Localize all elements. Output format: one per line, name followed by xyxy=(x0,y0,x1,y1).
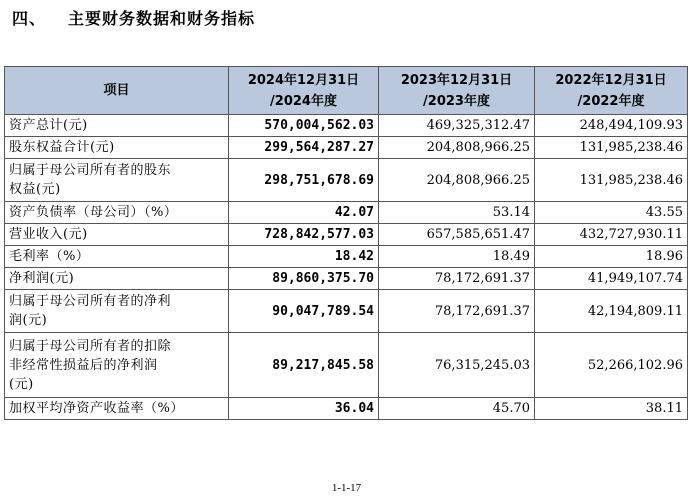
row-label-line: 非经常性损益后的净利润 xyxy=(9,357,158,373)
section-number: 四、 xyxy=(12,9,47,28)
table-row xyxy=(5,398,688,420)
section-heading xyxy=(12,6,255,29)
value-2023: 53.14 xyxy=(379,202,535,224)
header-2022-date: 2022年12月31日 xyxy=(555,72,667,88)
header-2024-year: /2024年度 xyxy=(270,93,337,109)
value-2024: 36.04 xyxy=(229,398,379,420)
value-2022: 43.55 xyxy=(535,202,688,224)
table-header-row xyxy=(5,67,688,115)
value-2022: 41,949,107.74 xyxy=(535,268,688,290)
row-label: 资产负债率（母公司）（%） xyxy=(5,202,229,224)
header-2023-date: 2023年12月31日 xyxy=(400,72,513,88)
value-2023: 45.70 xyxy=(379,398,535,420)
table-row xyxy=(5,202,688,224)
value-2023: 18.49 xyxy=(379,246,535,268)
value-2023: 76,315,245.03 xyxy=(379,333,535,398)
table-row xyxy=(5,159,688,202)
value-2024: 89,217,845.58 xyxy=(229,333,379,398)
header-2023 xyxy=(379,67,535,115)
header-2023-year: /2023年度 xyxy=(423,93,490,109)
header-2022 xyxy=(535,67,688,115)
value-2024: 299,564,287.27 xyxy=(229,137,379,159)
table-row xyxy=(5,115,688,137)
value-2022: 52,266,102.96 xyxy=(535,333,688,398)
value-2023: 78,172,691.37 xyxy=(379,268,535,290)
header-2022-year: /2022年度 xyxy=(577,93,645,109)
page-number: 1-1-17 xyxy=(331,482,362,494)
value-2024: 90,047,789.54 xyxy=(229,290,379,333)
row-label: 资产总计(元) xyxy=(5,115,229,137)
table-row xyxy=(5,246,688,268)
table-row xyxy=(5,268,688,290)
value-2022: 18.96 xyxy=(535,246,688,268)
value-2022: 131,985,238.46 xyxy=(535,159,688,202)
value-2022: 131,985,238.46 xyxy=(535,137,688,159)
row-label-line: 权益(元) xyxy=(9,182,61,197)
row-label: 毛利率（%） xyxy=(5,246,229,268)
row-label-line: (元) xyxy=(9,376,34,392)
row-label xyxy=(5,290,229,333)
row-label-line: 润(元) xyxy=(9,313,48,328)
row-label xyxy=(5,159,229,202)
value-2022: 42,194,809.11 xyxy=(535,290,688,333)
value-2023: 657,585,651.47 xyxy=(379,224,535,246)
row-label: 净利润(元) xyxy=(5,268,229,290)
value-2024: 42.07 xyxy=(229,202,379,224)
value-2024: 18.42 xyxy=(229,246,379,268)
section-title: 主要财务数据和财务指标 xyxy=(68,9,256,28)
row-label: 股东权益合计(元) xyxy=(5,137,229,159)
value-2024: 89,860,375.70 xyxy=(229,268,379,290)
value-2024: 298,751,678.69 xyxy=(229,159,379,202)
row-label: 加权平均净资产收益率（%） xyxy=(5,398,229,420)
row-label xyxy=(5,333,229,398)
row-label: 营业收入(元) xyxy=(5,224,229,246)
table-row xyxy=(5,224,688,246)
value-2023: 204,808,966.25 xyxy=(379,137,535,159)
value-2024: 570,004,562.03 xyxy=(229,115,379,137)
row-label-line: 归属于母公司所有者的扣除 xyxy=(9,338,172,354)
financial-indicators-table xyxy=(4,66,688,420)
value-2023: 78,172,691.37 xyxy=(379,290,535,333)
value-2023: 204,808,966.25 xyxy=(379,159,535,202)
value-2022: 248,494,109.93 xyxy=(535,115,688,137)
row-label-line: 归属于母公司所有者的净利 xyxy=(9,294,172,309)
value-2022: 38.11 xyxy=(535,398,688,420)
table-row xyxy=(5,333,688,398)
header-item: 项目 xyxy=(5,67,229,115)
value-2023: 469,325,312.47 xyxy=(379,115,535,137)
row-label-line: 归属于母公司所有者的股东 xyxy=(9,163,172,178)
table-row xyxy=(5,290,688,333)
table-row xyxy=(5,137,688,159)
value-2024: 728,842,577.03 xyxy=(229,224,379,246)
value-2022: 432,727,930.11 xyxy=(535,224,688,246)
header-2024-date: 2024年12月31日 xyxy=(247,72,360,88)
header-2024 xyxy=(229,67,379,115)
